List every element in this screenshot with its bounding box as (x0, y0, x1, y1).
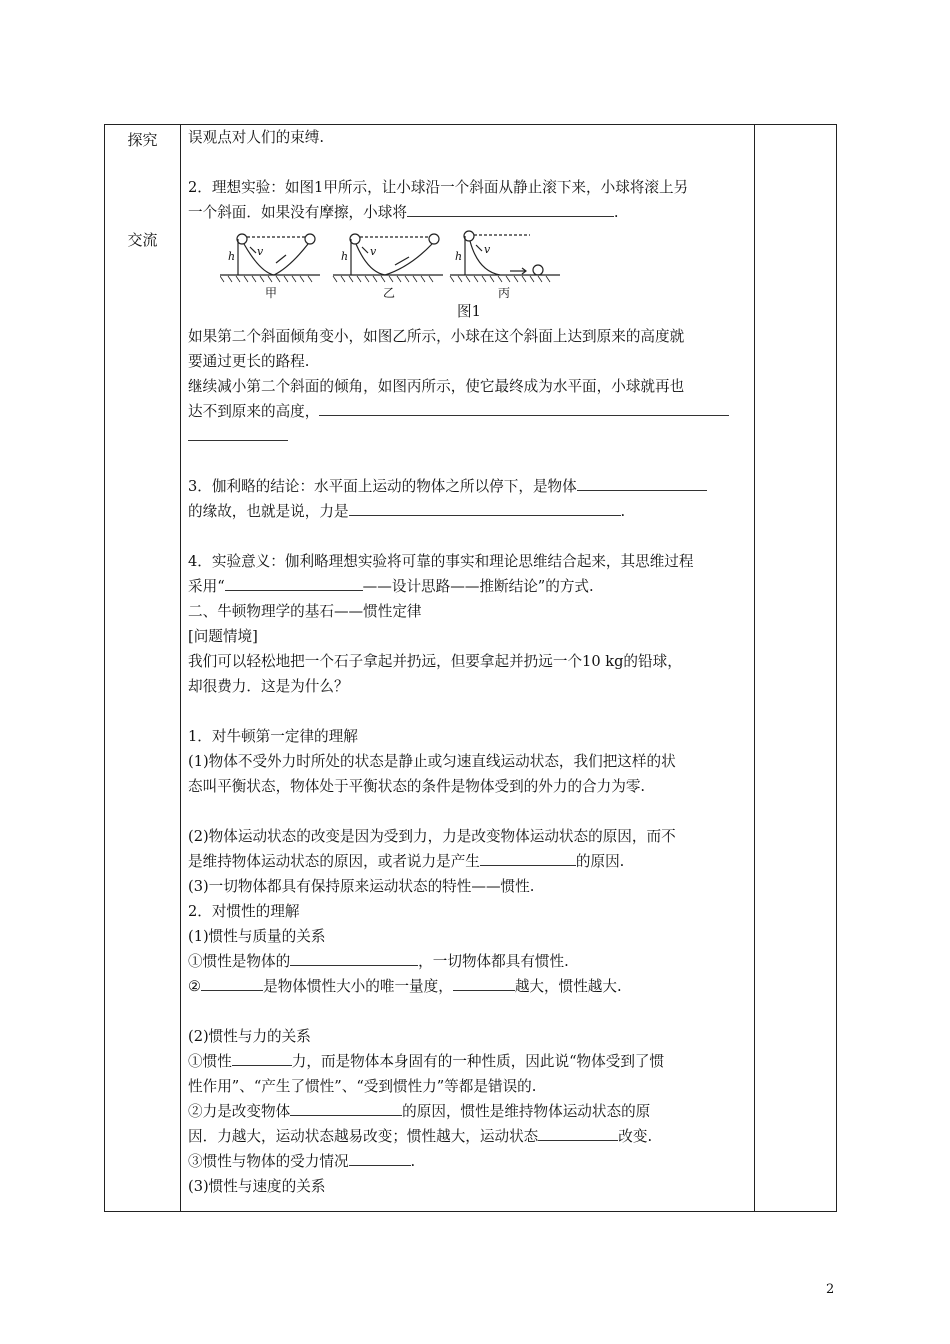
newton-1-p2b: 是维持物体运动状态的原因，或者说力是产生 的原因. (188, 849, 750, 874)
inertia-force-item1-cont: 性作用”、“产生了惯性”、“受到惯性力”等都是错误的. (188, 1078, 537, 1095)
answer-blank[interactable] (290, 1099, 402, 1116)
problem-line2: 却很费力．这是为什么？ (188, 678, 349, 695)
inertia-force-item2: ②力是改变物体 的原因，惯性是维持物体运动状态的原 (188, 1099, 750, 1124)
inertia-mass-item2: ② 是物体惯性大小的唯一量度， 越大，惯性越大. (188, 974, 750, 999)
figure-label-jia: 甲 (265, 286, 278, 299)
svg-text:h: h (228, 250, 236, 263)
inertia-mass-title: (1)惯性与质量的关系 (188, 928, 326, 945)
svg-text:v: v (370, 245, 377, 258)
column-divider (180, 125, 181, 1211)
section3-line1: 3．伽利略的结论：水平面上运动的物体之所以停下，是物体 (188, 474, 750, 499)
svg-text:h: h (341, 250, 349, 263)
worksheet-table (104, 124, 837, 1212)
figure-label-bing: 丙 (498, 286, 511, 299)
intro-line: 误观点对人们的束缚. (188, 129, 324, 146)
section-two-title: 二、牛顿物理学的基石——惯性定律 (188, 603, 422, 620)
section2-line2: 一个斜面．如果没有摩擦，小球将 . (188, 200, 750, 225)
answer-blank[interactable] (349, 1149, 411, 1166)
column-divider (754, 125, 755, 1211)
answer-blank[interactable] (349, 499, 621, 516)
figure-1 (188, 227, 750, 299)
inertia-force-item3: ③惯性与物体的受力情况 . (188, 1149, 750, 1174)
main-content (188, 125, 750, 1199)
answer-blank[interactable] (290, 949, 418, 966)
answer-blank[interactable] (577, 474, 707, 491)
figure-caption: 图1 (457, 303, 481, 320)
para-after-2: 要通过更长的路程. (188, 353, 310, 370)
answer-blank[interactable] (319, 399, 729, 416)
answer-blank[interactable] (453, 974, 515, 991)
inertia-force-title: (2)惯性与力的关系 (188, 1028, 311, 1045)
para-after-4: 达不到原来的高度， (188, 399, 750, 424)
para-after-1: 如果第二个斜面倾角变小，如图乙所示，小球在这个斜面上达到原来的高度就 (188, 328, 685, 345)
side-label-tanjiu: 探究 (127, 131, 158, 149)
newton-1-title: 1．对牛顿第一定律的理解 (188, 728, 358, 745)
incline-diagram (220, 227, 560, 299)
answer-blank[interactable] (232, 1049, 292, 1066)
para-after-5 (188, 424, 750, 449)
svg-text:h: h (455, 250, 463, 263)
inertia-mass-item1: ①惯性是物体的 ，一切物体都具有惯性. (188, 949, 750, 974)
section3-line2: 的缘故，也就是说，力是 . (188, 499, 750, 524)
inertia-force-item2-cont: 因．力越大，运动状态越易改变；惯性越大，运动状态 改变. (188, 1124, 750, 1149)
newton-1-p1b: 态叫平衡状态，物体处于平衡状态的条件是物体受到的外力的合力为零. (188, 778, 646, 795)
para-after-3: 继续减小第二个斜面的倾角，如图丙所示，使它最终成为水平面，小球就再也 (188, 378, 685, 395)
section2-line1: 2．理想实验：如图1甲所示，让小球沿一个斜面从静止滚下来，小球将滚上另 (188, 179, 689, 196)
figure-label-yi: 乙 (383, 286, 396, 299)
inertia-title: 2．对惯性的理解 (188, 903, 300, 920)
answer-blank[interactable] (538, 1124, 618, 1141)
newton-1-p1a: (1)物体不受外力时所处的状态是静止或匀速直线运动状态，我们把这样的状 (188, 753, 676, 770)
answer-blank[interactable] (480, 849, 576, 866)
answer-blank[interactable] (188, 424, 288, 441)
problem-tag: [问题情境] (188, 628, 258, 645)
section4-line2: 采用“ ——设计思路——推断结论”的方式. (188, 574, 750, 599)
inertia-force-item1: ①惯性 力，而是物体本身固有的一种性质，因此说“物体受到了惯 (188, 1049, 750, 1074)
newton-1-p2a: (2)物体运动状态的改变是因为受到力，力是改变物体运动状态的原因，而不 (188, 828, 676, 845)
svg-text:v: v (484, 243, 491, 256)
inertia-speed-title: (3)惯性与速度的关系 (188, 1178, 326, 1195)
page-number: 2 (826, 1282, 835, 1297)
problem-line1: 我们可以轻松地把一个石子拿起并扔远，但要拿起并扔远一个10 kg的铅球， (188, 653, 682, 670)
svg-text:v: v (257, 245, 264, 258)
side-label-jiaoliu: 交流 (127, 231, 158, 249)
newton-1-p3: (3)一切物体都具有保持原来运动状态的特性——惯性. (188, 878, 535, 895)
answer-blank[interactable] (201, 974, 263, 991)
answer-blank[interactable] (407, 200, 614, 217)
answer-blank[interactable] (225, 574, 363, 591)
section4-line1: 4．实验意义：伽利略理想实验将可靠的事实和理论思维结合起来，其思维过程 (188, 553, 694, 570)
